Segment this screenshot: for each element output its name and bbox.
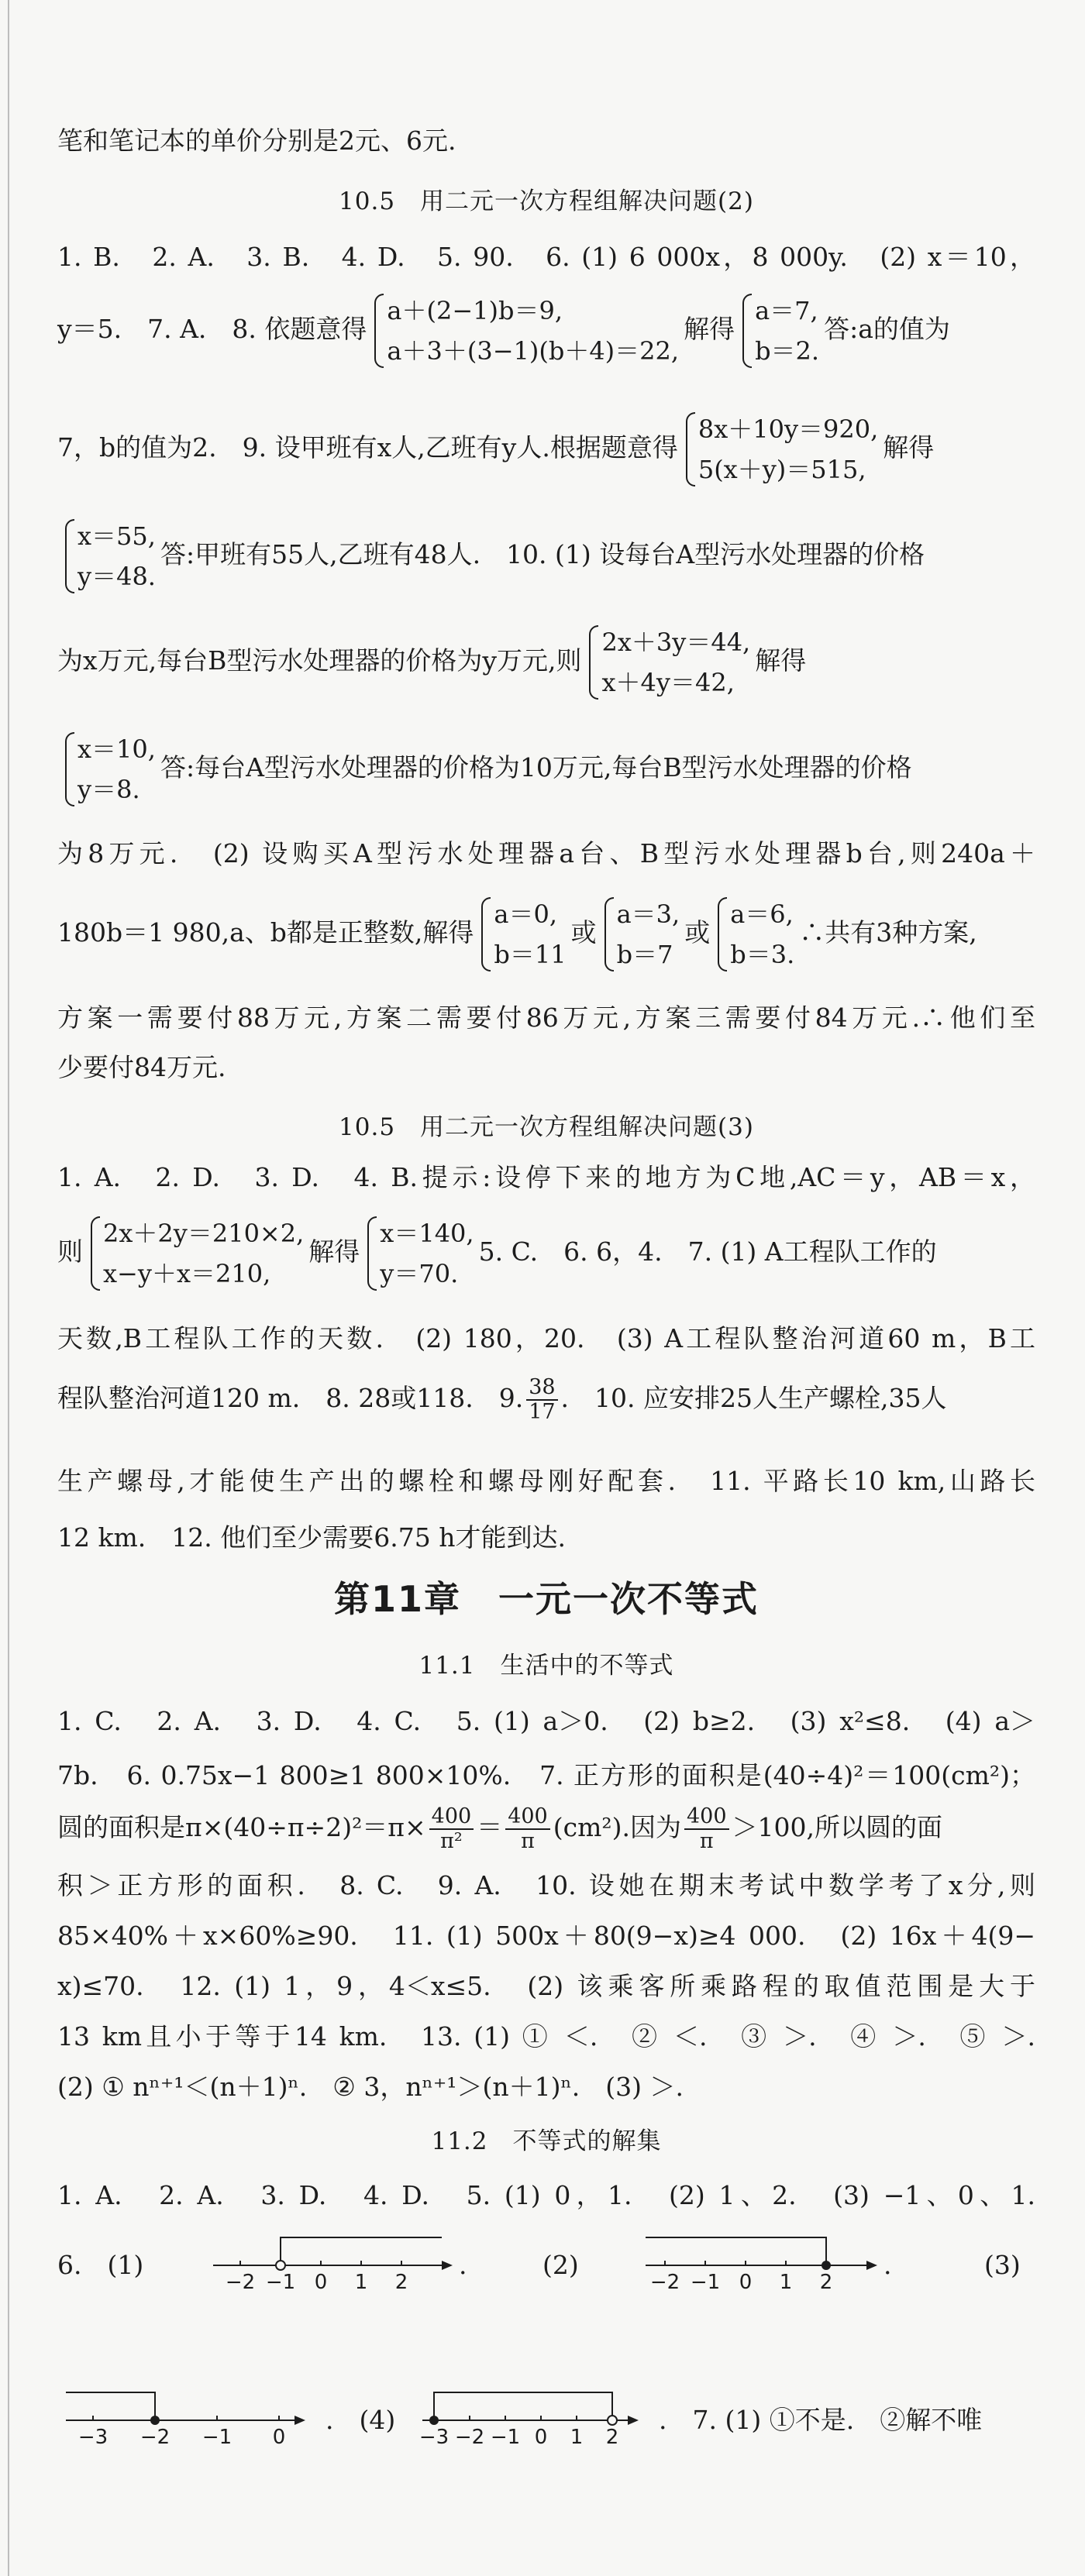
- solution-segment: [434, 2392, 612, 2416]
- fraction-denominator: 17: [529, 1400, 556, 1424]
- fraction-numerator: 400: [684, 1805, 729, 1830]
- text-fragment: 答:a的值为: [824, 314, 950, 344]
- text-fragment: 程队整治河道120 m. 8. 28或118. 9.: [57, 1383, 524, 1413]
- solution-ray: [66, 2392, 155, 2416]
- tick-label: −2: [454, 2426, 485, 2448]
- equation-system: [88, 1213, 304, 1294]
- text-fragment: (2): [542, 2250, 579, 2280]
- equation: 2x＋3y＝44,: [601, 628, 751, 657]
- equation: x＋4y＝42,: [601, 668, 735, 697]
- equation-system: [683, 409, 878, 490]
- equation: b＝2.: [755, 336, 820, 366]
- tick-label: −2: [225, 2271, 256, 2293]
- equation: a＋3＋(3−1)(b＋4)＝22,: [387, 336, 680, 366]
- text-fragment: . 7. (1) ①不是. ②解不唯: [659, 2405, 983, 2435]
- text-fragment: 解得: [883, 432, 935, 463]
- solution-ray: [281, 2237, 442, 2261]
- equation: b＝3.: [730, 940, 795, 969]
- equation: x−y＋x＝210,: [103, 1259, 271, 1288]
- text-line: [57, 1805, 1035, 1853]
- equation-system: [371, 291, 679, 371]
- fraction: [429, 1805, 474, 1853]
- text-line: [57, 409, 1035, 490]
- tick-label: −1: [690, 2271, 721, 2293]
- text-line: 积＞正方形的面积. 8. C. 9. A. 10. 设她在期末考试中数学考了x分,则: [57, 1870, 1035, 1900]
- number-line-2-graphic: [642, 2231, 890, 2293]
- equation: b＝11: [494, 940, 567, 969]
- tick-label: 2: [605, 2426, 619, 2448]
- text-fragment: ∴共有3种方案,: [799, 917, 977, 948]
- equation: 8x＋10y＝920,: [698, 414, 879, 444]
- text-fragment: 或: [684, 917, 711, 948]
- tick-label: 1: [570, 2426, 584, 2448]
- equation: a＝7,: [755, 296, 818, 325]
- text-line: 少要付84万元.: [57, 1052, 226, 1082]
- text-fragment: 圆的面积是π×(40÷π÷2)²＝π×: [57, 1812, 426, 1842]
- section-heading: 11.1 生活中的不等式: [418, 1652, 674, 1680]
- open-endpoint: [276, 2261, 285, 2270]
- text-line: 1. B. 2. A. 3. B. 4. D. 5. 90. 6. (1) 6 000x，8 000y. (2) x＝10，: [57, 242, 1035, 272]
- equation: a＝0,: [494, 899, 557, 929]
- section-heading: 11.2 不等式的解集: [431, 2127, 662, 2155]
- closed-endpoint: [429, 2416, 439, 2425]
- tick-label: −2: [140, 2426, 170, 2448]
- tick-label: −1: [490, 2426, 521, 2448]
- text-line: 13 km且小于等于14 km. 13. (1) ① ＜. ② ＜. ③ ＞. ④ ＞. ⑤ ＞.: [57, 2021, 1035, 2052]
- tick-label: −1: [265, 2271, 296, 2293]
- section-heading: 10.5 用二元一次方程组解决问题(2): [339, 187, 754, 215]
- open-endpoint: [608, 2416, 617, 2425]
- equation: x＝140,: [380, 1219, 474, 1248]
- text-fragment: 解得: [308, 1236, 360, 1267]
- equation: 5(x＋y)＝515,: [698, 455, 866, 484]
- fraction: [526, 1376, 557, 1424]
- text-line: [57, 1376, 1035, 1424]
- text-line: 85×40%＋x×60%≥90. 11. (1) 500x＋80(9−x)≥4 000. (2) 16x＋4(9−: [57, 1921, 1035, 1951]
- text-fragment: . (4): [326, 2405, 396, 2435]
- text-line: [57, 729, 1035, 810]
- tick-label: −2: [649, 2271, 680, 2293]
- equation: x＝55,: [78, 521, 156, 551]
- tick-label: 0: [534, 2426, 548, 2448]
- text-fragment: . 10. 应安排25人生产螺栓,35人: [560, 1383, 947, 1413]
- closed-endpoint: [150, 2416, 160, 2425]
- equation: a＝6,: [730, 899, 794, 929]
- equation: a＝3,: [616, 899, 680, 929]
- text-line: 7b. 6. 0.75x−1 800≥1 800×10%. 7. 正方形的面积是(40÷4)²＝100(cm²)；: [57, 1760, 1035, 1790]
- text-line: (2) ① nⁿ⁺¹＜(n＋1)ⁿ. ② 3，nⁿ⁺¹＞(n＋1)ⁿ. (3) ＞.: [57, 2072, 684, 2102]
- margin-line: [8, 0, 9, 2576]
- equation: b＝7: [616, 940, 673, 969]
- text-fragment: ＝: [477, 1812, 503, 1842]
- text-line: 1. A. 2. D. 3. D. 4. B.提示:设停下来的地方为C地,AC＝y，AB＝x，: [57, 1162, 1035, 1192]
- text-line: [57, 1213, 1035, 1294]
- tick-label: 1: [779, 2271, 793, 2293]
- text-fragment: ＞100,所以圆的面: [732, 1812, 943, 1842]
- tick-label: 0: [272, 2426, 286, 2448]
- text-line: [57, 894, 1035, 975]
- text-fragment: 解得: [755, 645, 807, 676]
- equation: y＝70.: [380, 1259, 459, 1288]
- text-line: 天数,B工程队工作的天数. (2) 180，20. (3) A工程队整治河道60 m，B工: [57, 1323, 1035, 1353]
- text-line: 方案一需要付88万元,方案二需要付86万元,方案三需要付84万元.∴他们至: [57, 1003, 1035, 1033]
- text-line: [57, 291, 1035, 371]
- axis-arrow: [442, 2261, 453, 2270]
- solution-system: [601, 894, 680, 975]
- text-fragment: 为x万元,每台B型污水处理器的价格为y万元,则: [57, 645, 582, 676]
- tick-label: −3: [78, 2426, 108, 2448]
- text-fragment: 6. (1): [57, 2250, 144, 2280]
- text-fragment: .: [884, 2250, 892, 2280]
- axis-arrow: [294, 2416, 305, 2425]
- tick-label: 1: [354, 2271, 368, 2293]
- number-line-1-graphic: [209, 2231, 457, 2293]
- text-fragment: 解得: [684, 314, 735, 344]
- fraction-numerator: 38: [526, 1376, 557, 1401]
- text-fragment: .: [459, 2250, 467, 2280]
- text-line: 生产螺母,才能使生产出的螺栓和螺母刚好配套. 11. 平路长10 km,山路长: [57, 1466, 1035, 1496]
- text-line: 1. A. 2. A. 3. D. 4. D. 5. (1) 0，1. (2) 1、2. (3) −1、0、1.: [57, 2180, 1035, 2210]
- text-fragment: y＝5. 7. A. 8. 依题意得: [57, 314, 367, 344]
- text-line: [57, 516, 1035, 597]
- tick-label: −3: [418, 2426, 450, 2448]
- number-line-3-graphic: [62, 2386, 310, 2448]
- equation: y＝48.: [78, 562, 156, 591]
- text-fragment: 则: [57, 1236, 83, 1267]
- closed-endpoint: [822, 2261, 831, 2270]
- text-fragment: 答:每台A型污水处理器的价格为10万元,每台B型污水处理器的价格: [160, 752, 912, 782]
- text-fragment: (cm²).因为: [553, 1812, 681, 1842]
- equation: 2x＋2y＝210×2,: [103, 1219, 305, 1248]
- solution-system: [62, 516, 156, 597]
- number-line-4: [418, 2386, 651, 2448]
- text-fragment: 或: [570, 917, 597, 948]
- text-fragment: (3): [984, 2250, 1021, 2280]
- fraction-numerator: 400: [429, 1805, 474, 1830]
- fraction-denominator: π: [699, 1829, 714, 1853]
- axis-arrow: [628, 2416, 639, 2425]
- text-fragment: 7，b的值为2. 9. 设甲班有x人,乙班有y人.根据题意得: [57, 432, 678, 463]
- tick-label: 0: [739, 2271, 753, 2293]
- tick-label: 0: [314, 2271, 328, 2293]
- equation: y＝8.: [78, 775, 140, 804]
- tick-label: −1: [202, 2426, 232, 2448]
- tick-label: 2: [394, 2271, 408, 2293]
- text-line: x)≤70. 12. (1) 1，9，4＜x≤5. (2) 该乘客所乘路程的取值范围是大于: [57, 1971, 1035, 2001]
- equation: x＝10,: [78, 734, 156, 764]
- text-fragment: 180b＝1 980,a、b都是正整数,解得: [57, 917, 474, 948]
- solution-system: [364, 1213, 474, 1294]
- solution-ray: [646, 2237, 826, 2261]
- number-line-4-graphic: [418, 2386, 651, 2448]
- number-line-3: [62, 2386, 310, 2448]
- equation: a＋(2−1)b＝9,: [387, 296, 563, 325]
- text-line: [57, 622, 1035, 703]
- section-heading: 10.5 用二元一次方程组解决问题(3): [339, 1113, 754, 1141]
- chapter-title: 第11章 一元一次不等式: [333, 1578, 759, 1620]
- text-line: 为8万元. (2) 设购买A型污水处理器a台、B型污水处理器b台,则240a＋: [57, 838, 1035, 868]
- tick-label: 2: [819, 2271, 833, 2293]
- solution-system: [715, 894, 794, 975]
- fraction-denominator: π: [521, 1829, 535, 1853]
- equation-system: [586, 622, 750, 703]
- number-line-1: [209, 2231, 457, 2293]
- solution-system: [739, 291, 819, 371]
- text-fragment: 5. C. 6. 6，4. 7. (1) A工程队工作的: [478, 1236, 937, 1267]
- solution-system: [62, 729, 156, 810]
- number-line-2: [642, 2231, 890, 2293]
- text-fragment: 答:甲班有55人,乙班有48人. 10. (1) 设每台A型污水处理器的价格: [160, 539, 925, 569]
- text-line: 12 km. 12. 他们至少需要6.75 h才能到达.: [57, 1522, 566, 1553]
- solution-system: [478, 894, 566, 975]
- axis-arrow: [866, 2261, 877, 2270]
- text-line: 1. C. 2. A. 3. D. 4. C. 5. (1) a＞0. (2) b≥2. (3) x²≤8. (4) a＞: [57, 1706, 1035, 1736]
- text-line: 笔和笔记本的单价分别是2元、6元.: [57, 126, 456, 156]
- fraction-denominator: π²: [440, 1829, 463, 1853]
- fraction: [505, 1805, 550, 1853]
- fraction-numerator: 400: [505, 1805, 550, 1830]
- fraction: [684, 1805, 729, 1853]
